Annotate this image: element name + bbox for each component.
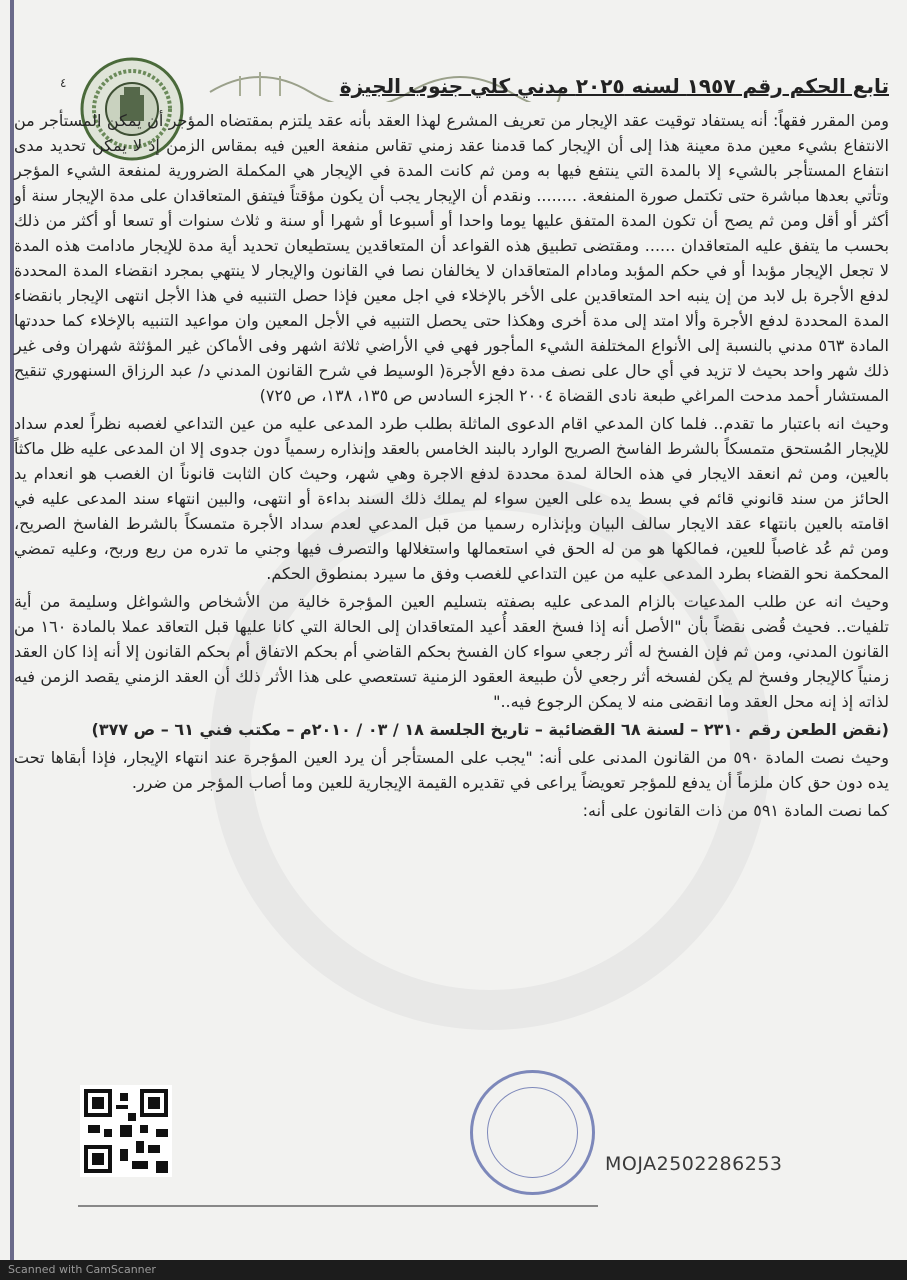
header-title: تابع الحكم رقم ١٩٥٧ لسنه ٢٠٢٥ مدني كلي جنوب الجيزة <box>339 74 889 98</box>
paragraph-article-590: وحيث نصت المادة ٥٩٠ من القانون المدنى على أنه: "يجب على المستأجر أن يرد العين المؤجرة عند انتهاء الإيجار، فإذا أبقاها تحت يده دون حق كان ملزماً أن يدفع للمؤجر تعويضاً يراعى في تقديره القيمة الإيجارية للعين وما أصاب المؤجر من ضرر. <box>14 748 889 792</box>
page-number: ٤ <box>60 76 67 90</box>
qr-code-icon <box>80 1085 172 1177</box>
document-body <box>14 108 889 826</box>
paragraph-citation: (نقض الطعن رقم ٢٣١٠ – لسنة ٦٨ القضائية – تاريخ الجلسة ١٨ / ٠٣ / ٢٠١٠م – مكتب فني ٦١ – ص ٣٧٧) <box>91 720 889 739</box>
footer-rule <box>78 1205 598 1207</box>
paragraph-fiqh: ومن المقرر فقهاً: أنه يستفاد توقيت عقد الإيجار من تعريف المشرع لهذا العقد بأنه عقد يلتزم بمقتضاه المؤجر أن يمكن المستأجر من الانتفاع بشيء معين مدة معينة هذا إلى أن الإيجار كما قدمنا عقد زمني تقاس منفعة العين فيه بمقاس الزمن إذ لا يمكن تحديد مدى انتفاع المستأجر بالشيء إلا بالمدة التي ينتفع فيها به ومن ثم كانت المدة في الإيجار هي المكملة الضرورية لمنفعة الشيء المؤجر وتأتي بعدها مباشرة حتى تكتمل صورة المنفعة. ........ ونقدم أن الإيجار يجب أن يكون مؤقتاً فيتفق المتعاقدان على مدة الإيجار سنة أو أكثر أو أقل ومن ثم يصح أن تكون المدة المتفق عليها يوما واحدا أو أسبوعا أو شهرا أو سنة و ثلاث سنوات أو تسعا أو أكثر من ذلك بحسب ما يتفق عليه المتعاقدان ...... ومقتضى تطبيق هذه القواعد أن المتعاقدين يستطيعان تحديد أية مدة للإيجار مادامت هذه المدة لا تجعل الإيجار مؤبدا أو في حكم المؤبد ومادام المتعاقدان لا يخالفان نصا في القانون والإيجار لا ينتهي بمجرد انقضاء المدة المحددة لدفع الأجرة بل لابد من إن ينبه احد المتعاقدين على الأخر بالإخلاء في اجل معين فإذا حصل التنبيه في هذا الأجل انتهى الإيجار بانقضاء المدة المحددة لدفع الأجرة وألا امتد إلى مدة أخرى وهكذا حتى يحصل التنبيه في الأجل المعين وان مواعيد التنبيه بالإخلاء كما حددتها المادة ٥٦٣ مدني بالنسبة إلى الأنواع المختلفة الشيء المأجور فهي في الأراضي ثلاثة اشهر وفى الأماكن غير المؤثثة شهران وفى غير ذلك شهر واحد بحيث لا تزيد في أي حال على نصف مدة دفع الأجرة( الوسيط في شرح القانون المدني د/ عبد الرزاق السنهوري تنقيح المستشار أحمد مدحت المراغي طبعة نادى القضاة ٢٠٠٤ الجزء السادس ص ١٣٥، ١٣٨، ص ٧٢٥) <box>14 111 890 405</box>
reference-code: MOJA2502286253 <box>605 1153 783 1175</box>
scanner-label: Scanned with CamScanner <box>8 1263 156 1276</box>
paragraph-reasoning: وحيث انه باعتبار ما تقدم.. فلما كان المدعي اقام الدعوى الماثلة بطلب طرد المدعى عليه من عين التداعي لغصبه نظراً لعدم سداد للإيجار المُستحق متمسكاً بالشرط الفاسخ الصريح الوارد بالبند الخامس بالعقد وإنذاره رسمياً دون جدوى إلا ان المدعى عليه ظل ماكثاً بالعين، ومن ثم انعقد الايجار في هذه الحالة لمدة محددة لدفع الاجرة وهي شهر، وحيث كان الثابت قانوناً ان الغصب هو انعدام يد الحائز من سند قانوني قائم في بسط يده على العين سواء لم يملك ذلك السند بداءة أو انتهى، والبين انتهاء سند المدعى عليه في اقامته بالعين بانتهاء عقد الايجار سالف البيان وبإنذاره رسميا من قبل المدعي لعدم سداد الأجرة متمسكاً بالشرط الفاسخ الصريح، ومن ثم عُد غاصباً للعين، فمالكها هو من له الحق في استعمالها واستغلالها والتصرف فيها وجني ما تدره من ريع وربح، وعليه تمضي المحكمة نحو القضاء بطرد المدعى عليه من عين التداعي للغصب وفق ما سيرد بمنطوق الحكم. <box>14 414 889 583</box>
page-header <box>149 74 889 98</box>
paragraph-delivery: وحيث انه عن طلب المدعيات بالزام المدعى عليه بصفته بتسليم العين المؤجرة خالية من الأشخاص والشواغل وسليمة من أية تلفيات.. فحيث قُضى نقضاً بأن "الأصل أنه إذا فسخ العقد أُعيد المتعاقدان إلى الحالة التي كانا عليها قبل التعاقد عملا بالمادة ١٦٠ من القانون المدني، ومن ثم فإن الفسخ له أثر رجعي سواء كان الفسخ بحكم القاضي أم بحكم الاتفاق أم بحكم القانون إلا أنه إذا كان العقد زمنياً كالإيجار وفسخ لم يكن لفسخه أثر رجعي لأن طبيعة العقود الزمنية تستعصي على هذا الأثر ذلك أن العقد الزمني يقصد الزمن فيه لذاته إذ إنه محل العقد وما انقضى منه لا يمكن الرجوع فيه.." <box>14 592 889 711</box>
scanner-watermark <box>0 1260 907 1280</box>
paragraph-article-591: كما نصت المادة ٥٩١ من ذات القانون على أنه: <box>582 801 889 820</box>
court-stamp <box>470 1070 595 1195</box>
